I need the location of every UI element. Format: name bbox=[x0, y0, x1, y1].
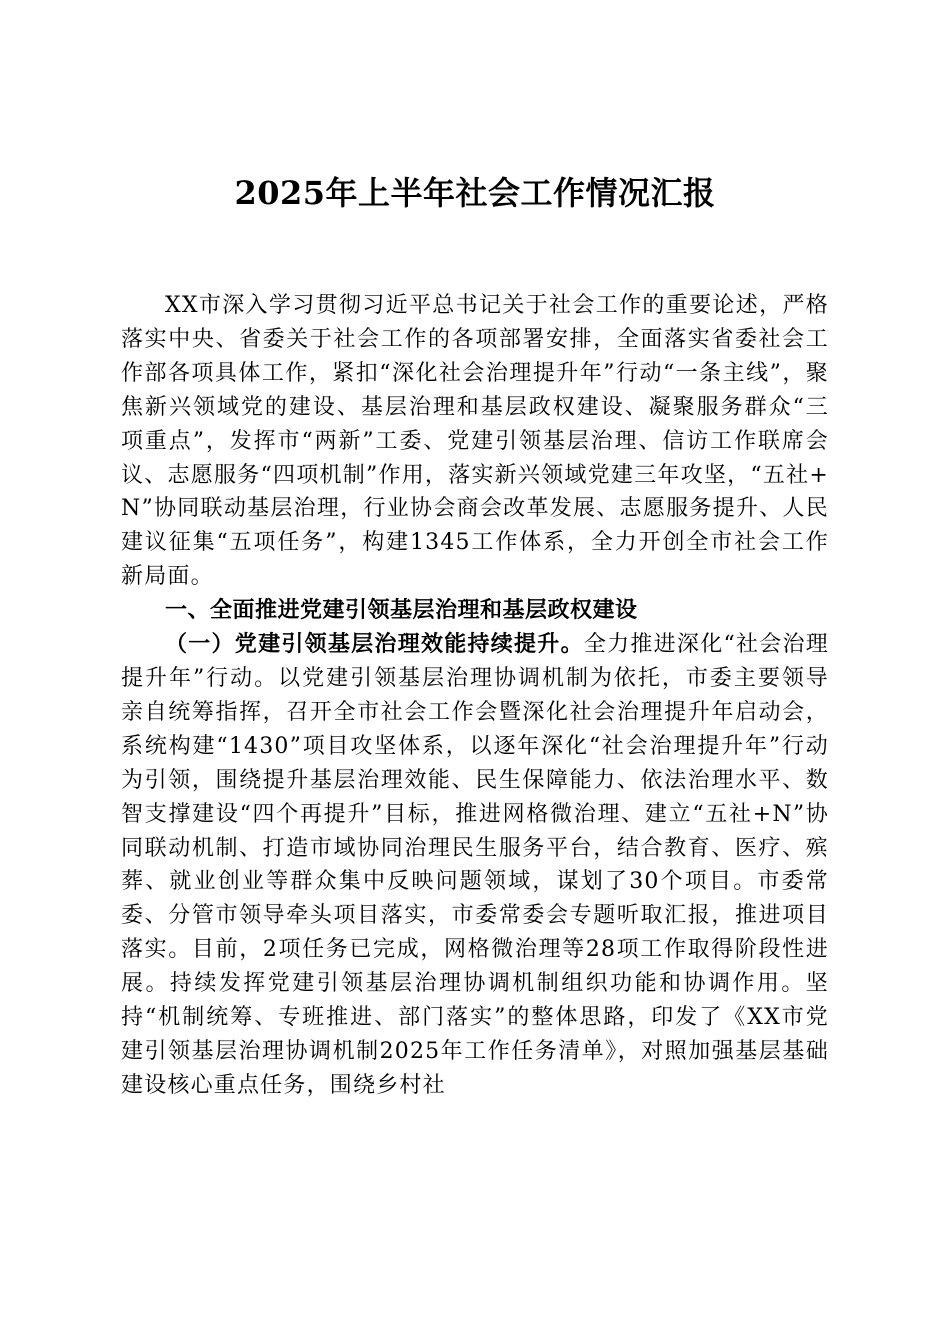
subsection-paragraph bbox=[121, 628, 829, 1103]
subsection-body: 全力推进深化“社会治理提升年”行动。以党建引领基层治理协调机制为依托，市委主要领导亲自统筹指挥，召开全市社会工作会暨深化社会治理提升年启动会，系统构建“1430”项目攻坚体系，以逐年深化“社会治理提升年”行动为引领，围绕提升基层治理效能、民生保障能力、依法治理水平、数智支撑建设“四个再提升”目标，推进网格微治理、建立“五社+N”协同联动机制、打造市域协同治理民生服务平台，结合教育、医疗、殡葬、就业创业等群众集中反映问题领域，谋划了30个项目。市委常委、分管市领导牵头项目落实，市委常委会专题听取汇报，推进项目落实。目前，2项任务已完成，网格微治理等28项工作取得阶段性进展。持续发挥党建引领基层治理协调机制组织功能和协调作用。坚持“机制统筹、专班推进、部门落实”的整体思路，印发了《XX市党建引领基层治理协调机制2025年工作任务清单》，对照加强基层基础建设核心重点任务，围绕乡村社 bbox=[121, 632, 829, 1098]
document-title: 2025年上半年社会工作情况汇报 bbox=[234, 174, 716, 212]
document-body bbox=[121, 289, 829, 1103]
subsection-lead: （一）党建引领基层治理效能持续提升。 bbox=[165, 631, 584, 658]
section-heading: 一、全面推进党建引领基层治理和基层政权建设 bbox=[165, 598, 638, 624]
intro-paragraph: XX市深入学习贯彻习近平总书记关于社会工作的重要论述，严格落实中央、省委关于社会工作的各项部署安排，全面落实省委社会工作部各项具体工作，紧扣“深化社会治理提升年”行动“一条主线”，聚焦新兴领域党的建设、基层治理和基层政权建设、凝聚服务群众“三项重点”，发挥市“两新”工委、党建引领基层治理、信访工作联席会议、志愿服务“四项机制”作用，落实新兴领域党建三年攻坚，“五社+N”协同联动基层治理，行业协会商会改革发展、志愿服务提升、人民建议征集“五项任务”，构建1345工作体系，全力开创全市社会工作新局面。 bbox=[121, 293, 829, 590]
